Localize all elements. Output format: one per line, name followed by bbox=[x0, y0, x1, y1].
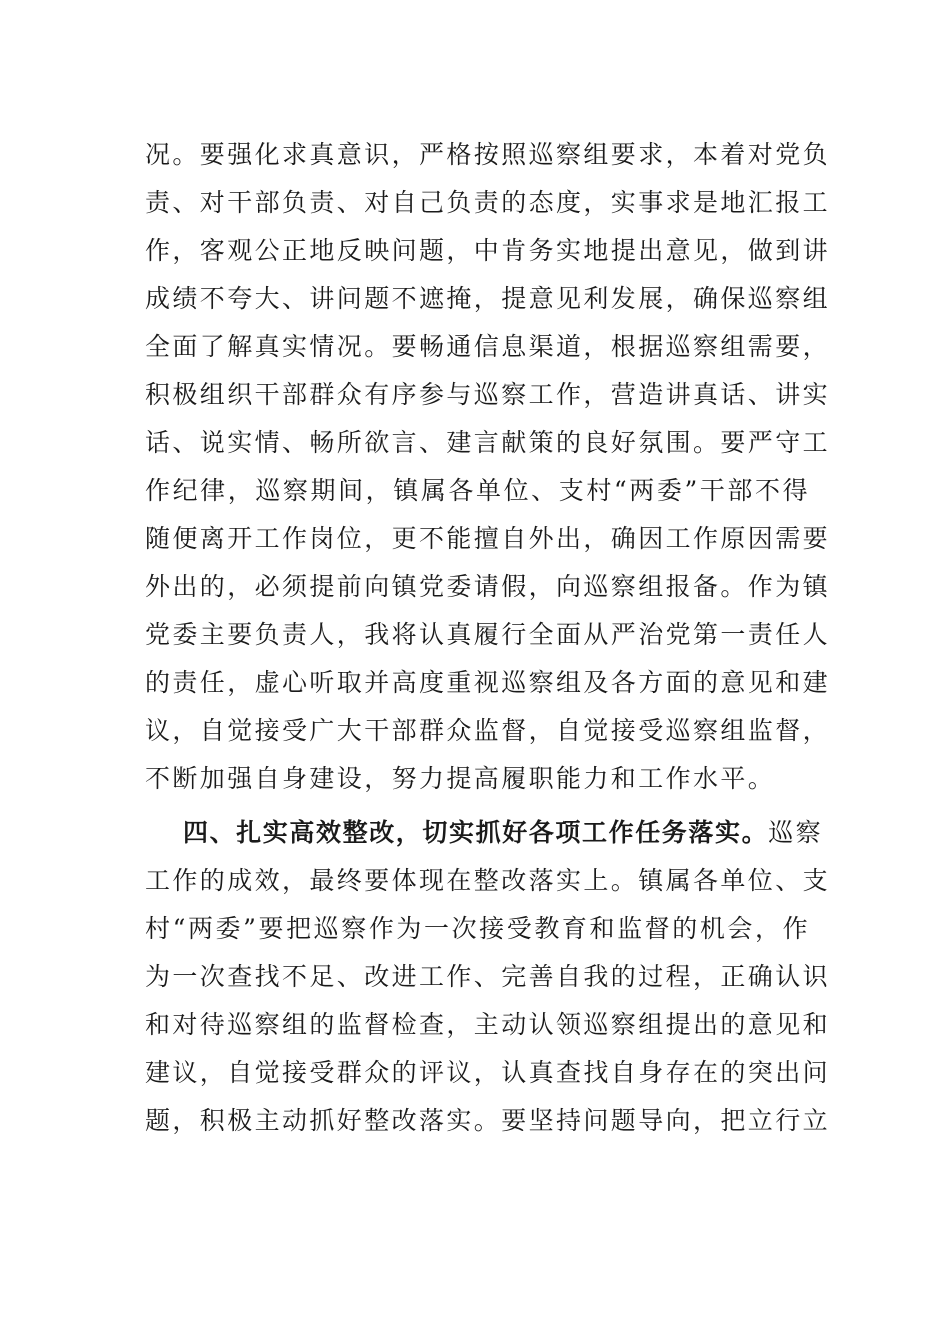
paragraph-line: 作纪律，巡察期间，镇属各单位、支村“两委”干部不得 bbox=[145, 476, 810, 505]
paragraph-line: 外出的，必须提前向镇党委请假，向巡察组报备。作为镇 bbox=[145, 572, 831, 601]
paragraph-line: 不断加强自身建设，努力提高履职能力和工作水平。 bbox=[145, 764, 776, 793]
paragraph-line: 全面了解真实情况。要畅通信息渠道，根据巡察组需要， bbox=[145, 332, 831, 361]
paragraph-line: 的责任，虚心听取并高度重视巡察组及各方面的意见和建 bbox=[145, 668, 831, 697]
paragraph-line: 和对待巡察组的监督检查，主动认领巡察组提出的意见和 bbox=[145, 1010, 831, 1039]
paragraph-line: 工作的成效，最终要体现在整改落实上。镇属各单位、支 bbox=[145, 866, 831, 895]
paragraph-line: 成绩不夸大、讲问题不遮掩，提意见利发展，确保巡察组 bbox=[145, 284, 831, 313]
section-heading: 四、扎实高效整改，切实抓好各项工作任务落实。 bbox=[183, 818, 769, 847]
paragraph-line: 随便离开工作岗位，更不能擅自外出，确因工作原因需要 bbox=[145, 524, 831, 553]
paragraph-line: 责、对干部负责、对自己负责的态度，实事求是地汇报工 bbox=[145, 188, 831, 217]
paragraph-line: 为一次查找不足、改进工作、完善自我的过程，正确认识 bbox=[145, 962, 831, 991]
paragraph-line: 作，客观公正地反映问题，中肯务实地提出意见，做到讲 bbox=[145, 236, 831, 265]
paragraph-line: 党委主要负责人，我将认真履行全面从严治党第一责任人 bbox=[145, 620, 831, 649]
paragraph-line: 议，自觉接受广大干部群众监督，自觉接受巡察组监督， bbox=[145, 716, 831, 745]
section-heading-line bbox=[183, 818, 823, 848]
paragraph-line: 建议，自觉接受群众的评议，认真查找自身存在的突出问 bbox=[145, 1058, 831, 1087]
paragraph-line: 话、说实情、畅所欲言、建言献策的良好氛围。要严守工 bbox=[145, 428, 831, 457]
paragraph-line: 题，积极主动抓好整改落实。要坚持问题导向，把立行立 bbox=[145, 1106, 831, 1135]
heading-line-rest: 巡察 bbox=[768, 818, 824, 847]
paragraph-line: 况。要强化求真意识，严格按照巡察组要求，本着对党负 bbox=[145, 140, 831, 169]
paragraph-line: 村“两委”要把巡察作为一次接受教育和监督的机会，作 bbox=[145, 914, 810, 943]
paragraph-line: 积极组织干部群众有序参与巡察工作，营造讲真话、讲实 bbox=[145, 380, 831, 409]
